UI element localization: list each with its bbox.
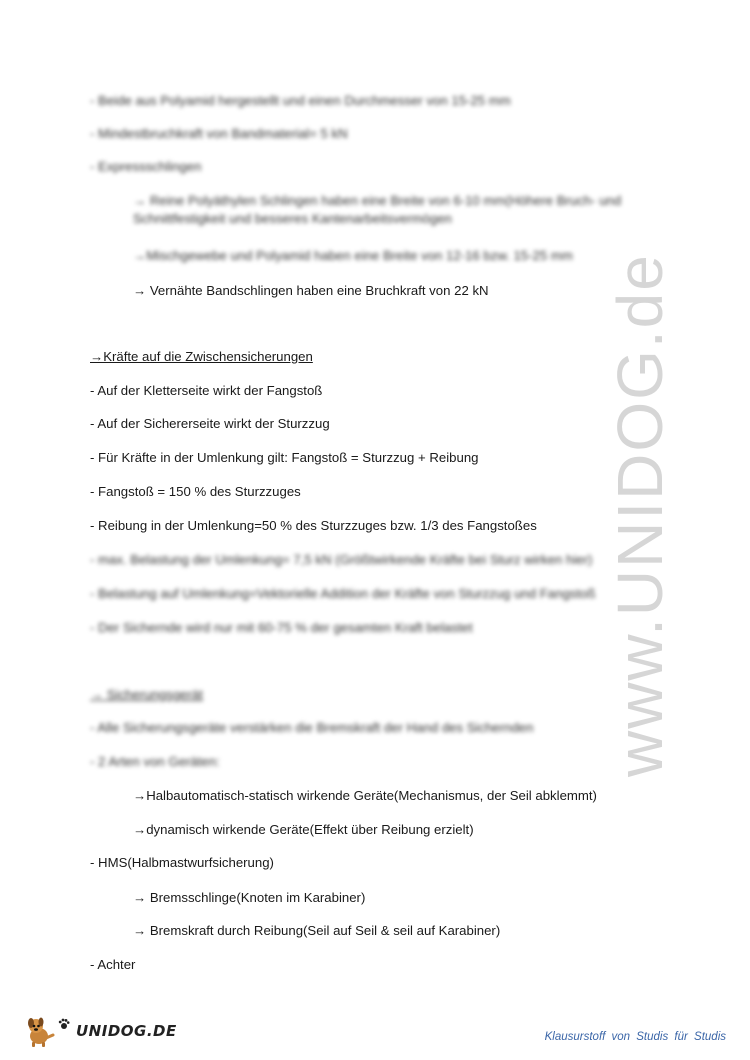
watermark: www.UNIDOG.de [604, 253, 676, 777]
text-line: - Beide aus Polyamid hergestellt und einen Durchmesser von 15-25 mm [90, 93, 511, 108]
text-line: → Reine Polyäthylen Schlingen haben eine Breite von 6-10 mm(Höhere Bruch- und Schnittfestigkeit und besseres Kantenarbeitsvermögen [133, 193, 622, 226]
text-line: →dynamisch wirkende Geräte(Effekt über Reibung erzielt) [133, 822, 474, 837]
text-line: - Expressschlingen [90, 159, 202, 174]
text-line: - Fangstoß = 150 % des Sturzzuges [90, 484, 301, 499]
logo-text: UNIDOG.DE [76, 1022, 177, 1040]
dog-icon [22, 1014, 56, 1048]
text-line: - Auf der Kletterseite wirkt der Fangstoß [90, 383, 323, 398]
text-line: → Bremskraft durch Reibung(Seil auf Seil & seil auf Karabiner) [133, 923, 501, 938]
text-line: - Alle Sicherungsgeräte verstärken die Bremskraft der Hand des Sichernden [90, 720, 534, 735]
text-line: →Mischgewebe und Polyamid haben eine Breite von 12-16 bzw. 15-25 mm [133, 248, 573, 263]
paw-icon [58, 1018, 70, 1030]
section-heading: → Sicherungsgerät [90, 687, 203, 702]
text-line: - HMS(Halbmastwurfsicherung) [90, 855, 274, 870]
text-line: - Auf der Sichererseite wirkt der Sturzzug [90, 416, 330, 431]
section-heading: →Kräfte auf die Zwischensicherungen [90, 349, 313, 364]
text-line: → Bremsschlinge(Knoten im Karabiner) [133, 890, 366, 905]
footer-logo[interactable] [22, 1014, 177, 1048]
text-line: - max. Belastung der Umlenkung= 7,5 kN (Größtwirkende Kräfte bei Sturz wirken hier) [90, 552, 593, 567]
text-line: →Halbautomatisch-statisch wirkende Geräte(Mechanismus, der Seil abklemmt) [133, 788, 597, 803]
text-line: - Mindestbruchkraft von Bandmaterial= 5 kN [90, 126, 348, 141]
footer-tagline: Klausurstoff von Studis für Studis [544, 1031, 726, 1043]
text-line: - Belastung auf Umlenkung=Vektorielle Addition der Kräfte von Sturzzug und Fangstoß [90, 586, 596, 601]
text-line: - 2 Arten von Geräten: [90, 754, 220, 769]
text-line: - Für Kräfte in der Umlenkung gilt: Fangstoß = Sturzzug + Reibung [90, 450, 479, 465]
text-line: - Reibung in der Umlenkung=50 % des Sturzzuges bzw. 1/3 des Fangstoßes [90, 518, 537, 533]
text-line: - Der Sichernde wird nur mit 60-75 % der gesamten Kraft belastet [90, 620, 473, 635]
text-line: - Achter [90, 957, 136, 972]
text-line: → Vernähte Bandschlingen haben eine Bruchkraft von 22 kN [133, 283, 489, 298]
